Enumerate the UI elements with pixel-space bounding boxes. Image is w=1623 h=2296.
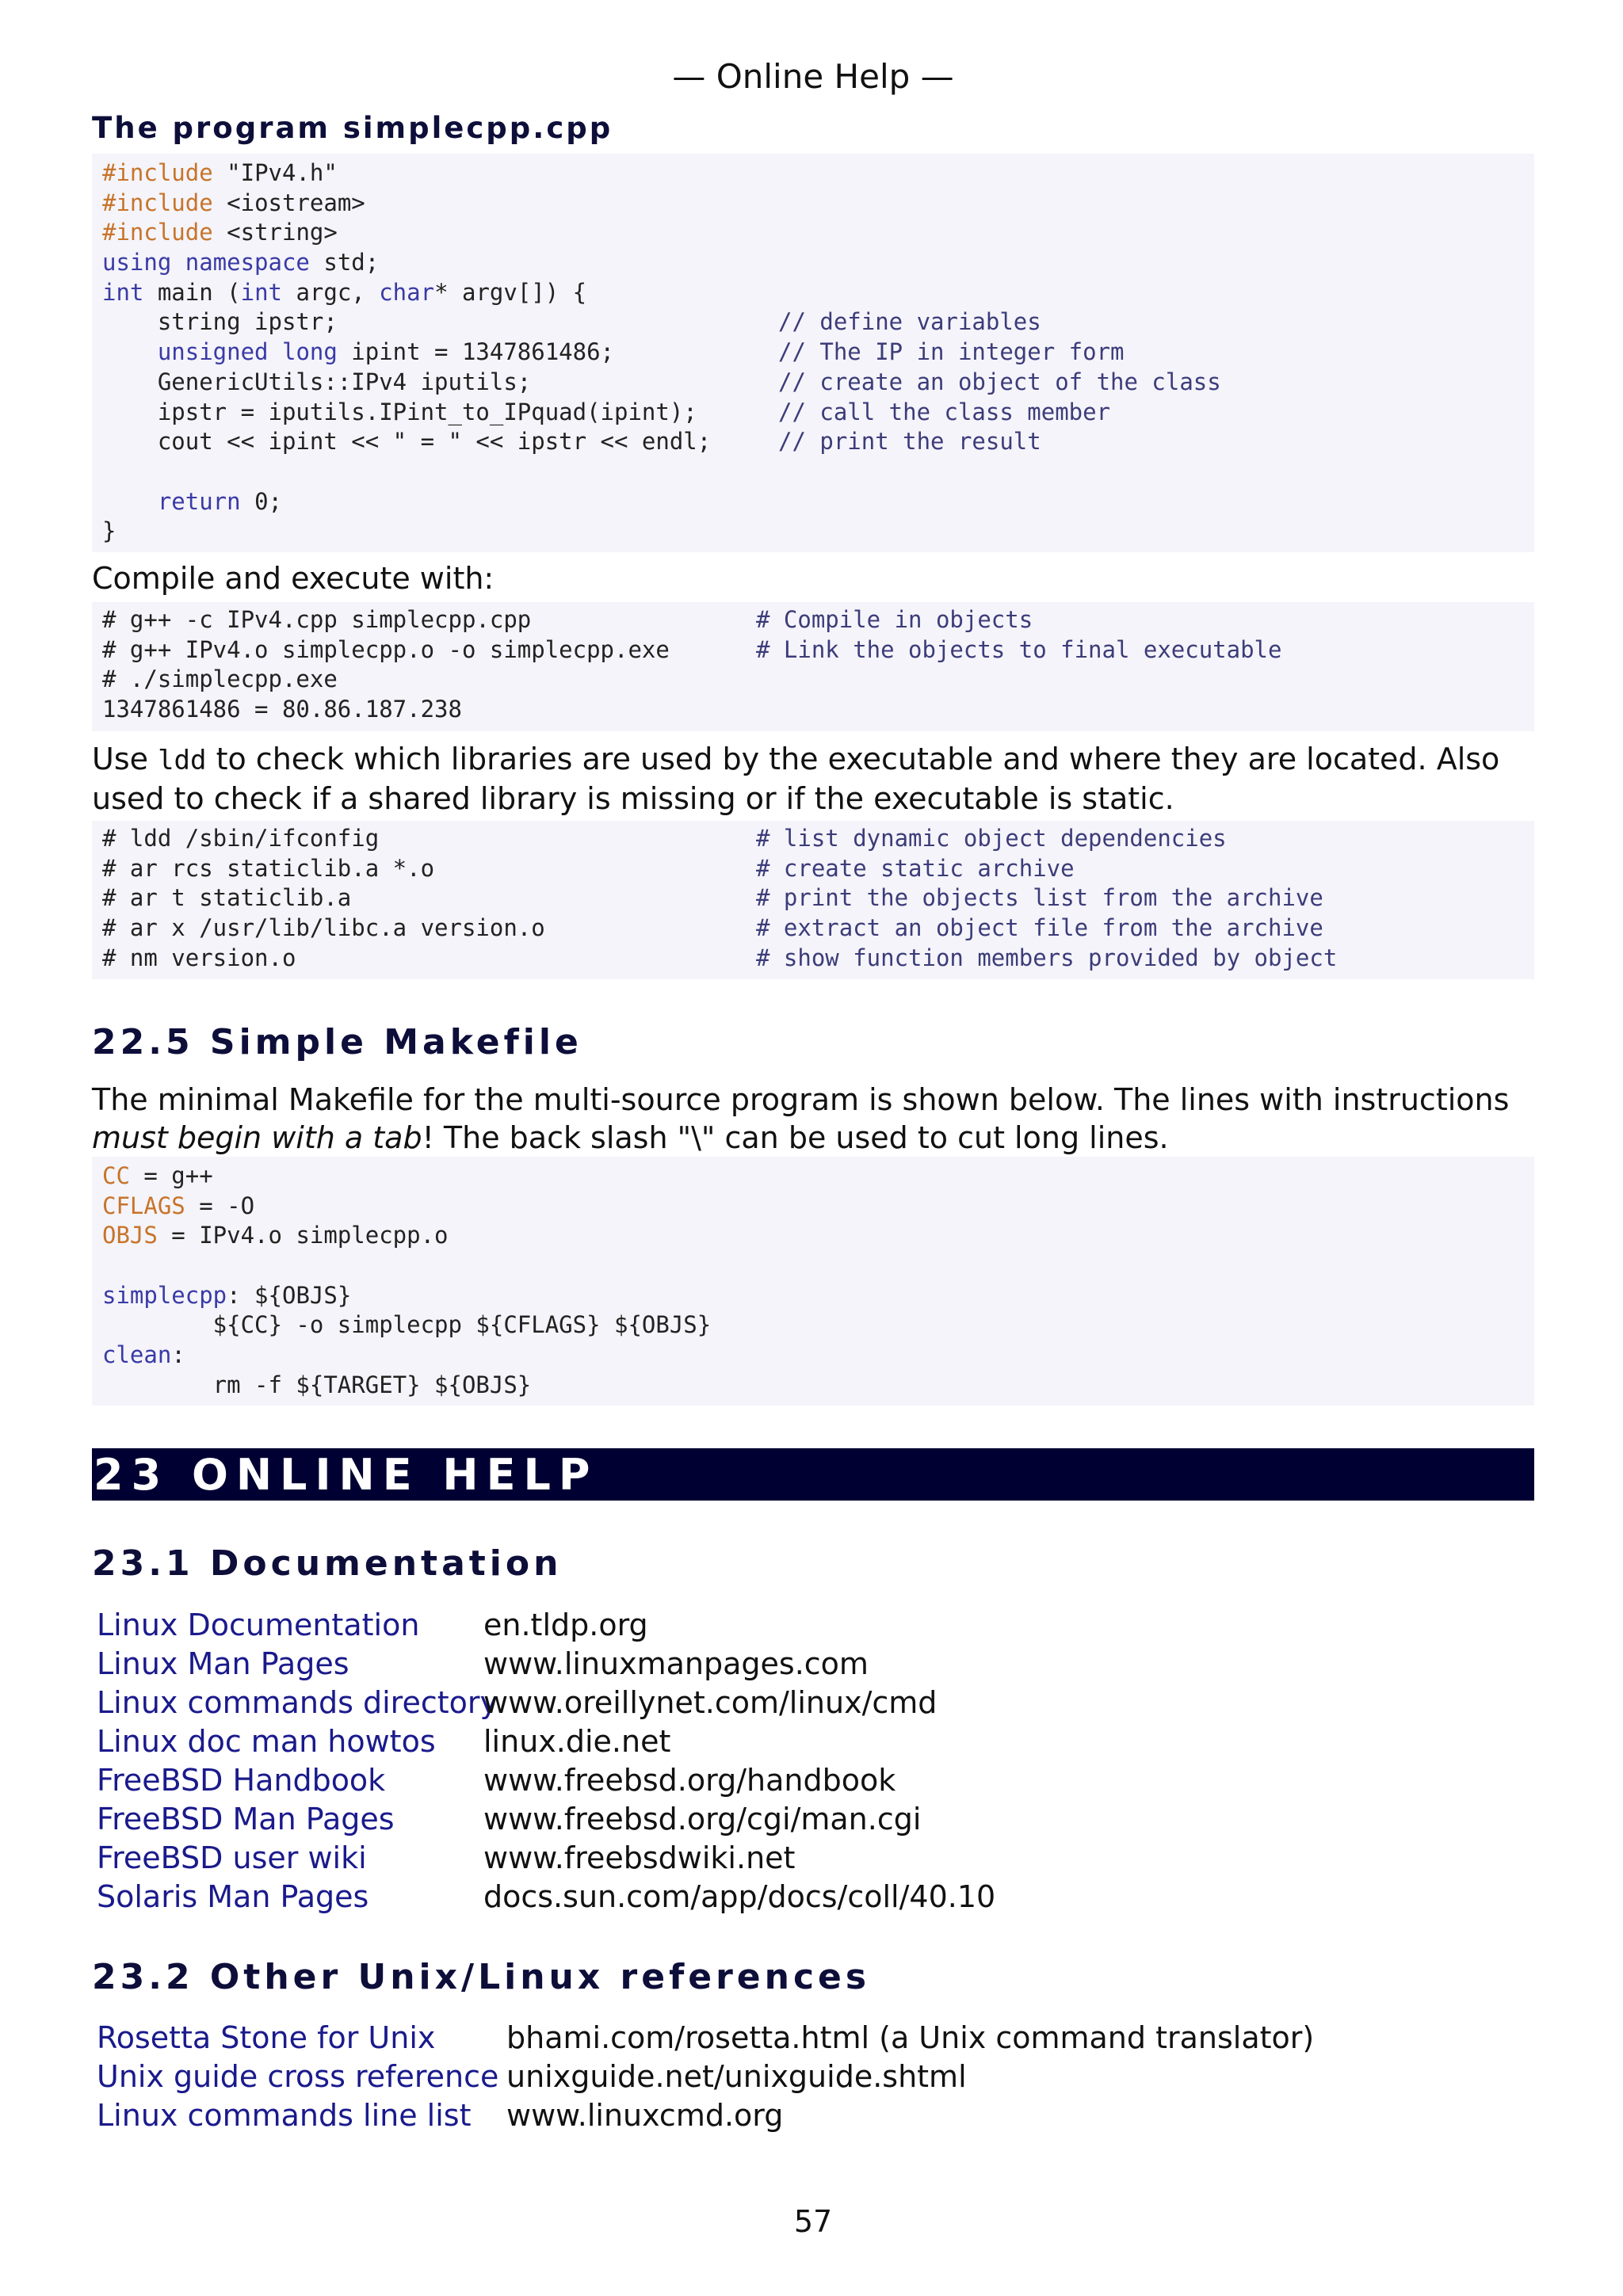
- compile-code-block: [92, 602, 1534, 731]
- code-token: CC: [102, 1162, 130, 1189]
- shell-command: # g++ IPv4.o simplecpp.o -o simplecpp.exe: [102, 635, 670, 663]
- code-comment: // define variables: [778, 308, 1041, 336]
- code-token: int: [240, 278, 282, 306]
- reference-name-link[interactable]: Linux commands line list: [97, 2098, 472, 2133]
- code-line: [102, 338, 1534, 368]
- reference-name-link[interactable]: FreeBSD user wiki: [97, 1840, 367, 1875]
- code-token: #include: [102, 219, 213, 246]
- code-line: [102, 1251, 1534, 1281]
- reference-row: [97, 2096, 1314, 2135]
- code-line: [102, 248, 1534, 278]
- code-line: [102, 1281, 1534, 1311]
- reference-url: linux.die.net: [483, 1724, 671, 1759]
- reference-url: www.freebsdwiki.net: [483, 1840, 796, 1875]
- reference-row: [97, 1761, 995, 1800]
- code-token: unsigned long: [157, 338, 338, 366]
- reference-url: unixguide.net/unixguide.shtml: [506, 2059, 967, 2094]
- code-line: [102, 854, 1534, 884]
- code-statement: [102, 398, 800, 428]
- code-statement: [102, 517, 800, 547]
- reference-url: bhami.com/rosetta.html (a Unix command translator): [506, 2020, 1315, 2055]
- code-line: [102, 218, 1534, 248]
- running-head: — Online Help —: [672, 57, 954, 96]
- code-line: [102, 944, 1534, 974]
- other-refs-heading: 23.2 Other Unix/Linux references: [92, 1957, 871, 1997]
- code-token: int: [102, 278, 144, 306]
- reference-name-link[interactable]: Linux commands directory: [97, 1685, 498, 1720]
- shell-comment: # list dynamic object dependencies: [756, 825, 1227, 852]
- shell-command: # ldd /sbin/ifconfig: [102, 825, 380, 852]
- code-statement: [102, 487, 800, 517]
- shell-command: # ar rcs staticlib.a *.o: [102, 854, 435, 882]
- code-token: [102, 338, 158, 365]
- reference-row: [97, 2019, 1314, 2058]
- chapter-title-bar: [92, 1448, 1534, 1501]
- shell-comment: # extract an object file from the archive: [756, 914, 1323, 942]
- shell-comment: # print the objects list from the archive: [756, 884, 1323, 912]
- code-statement: [102, 248, 800, 278]
- code-line: [102, 635, 1534, 666]
- code-token: simplecpp: [102, 1281, 227, 1309]
- code-token: CFLAGS: [102, 1192, 185, 1219]
- code-token: main (: [143, 278, 241, 306]
- shell-comment: # show function members provided by object: [756, 944, 1338, 971]
- code-token: OBJS: [102, 1222, 158, 1249]
- program-heading: The program simplecpp.cpp: [92, 111, 613, 145]
- code-token: <iostream>: [212, 189, 365, 216]
- other-refs-table: [97, 2019, 1314, 2135]
- code-comment: // create an object of the class: [778, 368, 1221, 395]
- reference-name-link[interactable]: Solaris Man Pages: [97, 1879, 369, 1914]
- code-token: rm -f ${TARGET} ${OBJS}: [102, 1371, 532, 1398]
- code-statement: [102, 307, 800, 338]
- code-line: [102, 278, 1534, 308]
- code-token: return: [157, 487, 241, 515]
- reference-row: [97, 1839, 995, 1878]
- shell-comment: # Compile in objects: [756, 606, 1033, 633]
- code-token: "IPv4.h": [212, 159, 338, 186]
- code-line: [102, 158, 1534, 189]
- shell-command: # nm version.o: [102, 944, 296, 971]
- reference-name-link[interactable]: FreeBSD Handbook: [97, 1763, 386, 1798]
- code-token: = g++: [129, 1162, 213, 1189]
- code-token: ${CC} -o simplecpp ${CFLAGS} ${OBJS}: [102, 1311, 712, 1339]
- ldd-text-after: to check which libraries are used by the executable and where they are located. Also used to check if a shared library is missing or if the executable is static.: [92, 742, 1500, 816]
- code-token: argc,: [282, 278, 380, 306]
- code-line: [102, 427, 1534, 457]
- reference-url: www.freebsd.org/handbook: [483, 1763, 896, 1798]
- reference-url: www.oreillynet.com/linux/cmd: [483, 1685, 938, 1720]
- makefile-heading: 22.5 Simple Makefile: [92, 1022, 582, 1062]
- code-token: std;: [309, 249, 380, 277]
- ldd-text-before: Use: [92, 742, 158, 776]
- code-line: [102, 605, 1534, 635]
- code-token: clean: [102, 1341, 172, 1369]
- code-line: [102, 457, 1534, 487]
- code-line: [102, 368, 1534, 398]
- code-token: ipint = 1347861486;: [337, 338, 615, 366]
- code-comment: // call the class member: [778, 398, 1111, 425]
- compile-intro: Compile and execute with:: [92, 561, 495, 596]
- code-token: :: [171, 1341, 185, 1369]
- ldd-code-block: [92, 821, 1534, 979]
- shell-comment: # Link the objects to final executable: [756, 635, 1282, 663]
- code-line: [102, 307, 1534, 338]
- code-token: using namespace: [102, 249, 310, 277]
- reference-row: [97, 1606, 995, 1645]
- shell-comment: # create static archive: [756, 854, 1075, 882]
- code-comment: // The IP in integer form: [778, 338, 1125, 366]
- reference-row: [97, 1645, 995, 1684]
- shell-command: # ./simplecpp.exe: [102, 666, 338, 693]
- code-token: string ipstr;: [102, 308, 338, 336]
- makefile-text-b: ! The back slash "\" can be used to cut long lines.: [422, 1120, 1169, 1155]
- code-statement: [102, 427, 800, 457]
- documentation-table: [97, 1606, 995, 1917]
- code-statement: [102, 189, 800, 219]
- makefile-code-block: [92, 1157, 1534, 1405]
- code-line: [102, 1221, 1534, 1251]
- reference-url: www.linuxmanpages.com: [483, 1646, 869, 1681]
- documentation-heading: 23.1 Documentation: [92, 1543, 563, 1584]
- makefile-paragraph: [92, 1081, 1534, 1157]
- page-number: 57: [793, 2204, 833, 2239]
- reference-name-link[interactable]: Linux Documentation: [97, 1608, 420, 1642]
- code-token: * argv[]) {: [434, 278, 587, 306]
- reference-row: [97, 1722, 995, 1761]
- code-token: ipstr = iputils.IPint_to_IPquad(ipint);: [102, 398, 697, 425]
- code-token: 0;: [240, 487, 282, 515]
- code-token: }: [102, 517, 116, 545]
- code-line: [102, 1310, 1534, 1341]
- code-line: [102, 883, 1534, 913]
- code-token: cout << ipint << " = " << ipstr << endl;: [102, 428, 712, 456]
- reference-name-link[interactable]: Linux Man Pages: [97, 1646, 349, 1681]
- reference-row: [97, 2058, 1314, 2096]
- makefile-text-a: The minimal Makefile for the multi-source program is shown below. The lines with instructions: [92, 1082, 1510, 1117]
- code-line: [102, 398, 1534, 428]
- code-token: : ${OBJS}: [227, 1281, 352, 1309]
- code-line: [102, 824, 1534, 854]
- code-line: [102, 1161, 1534, 1192]
- reference-name-link[interactable]: Linux doc man howtos: [97, 1724, 436, 1759]
- chapter-title: 23 ONLINE HELP: [94, 1450, 598, 1500]
- code-token: #include: [102, 159, 213, 186]
- code-token: #include: [102, 189, 213, 216]
- reference-url: www.freebsd.org/cgi/man.cgi: [483, 1802, 922, 1836]
- code-line: [102, 665, 1534, 695]
- code-token: char: [379, 278, 435, 306]
- shell-command: # g++ -c IPv4.cpp simplecpp.cpp: [102, 606, 532, 633]
- code-line: [102, 1192, 1534, 1222]
- shell-command: # ar t staticlib.a: [102, 884, 352, 912]
- code-statement: [102, 218, 800, 248]
- reference-row: [97, 1878, 995, 1917]
- ldd-code-word: ldd: [158, 745, 207, 776]
- code-token: GenericUtils::IPv4 iputils;: [102, 368, 532, 395]
- code-line: [102, 517, 1534, 547]
- code-statement: [102, 368, 800, 398]
- code-statement: [102, 338, 800, 368]
- code-line: [102, 913, 1534, 944]
- code-line: [102, 1371, 1534, 1401]
- reference-url: docs.sun.com/app/docs/coll/40.10: [483, 1879, 996, 1914]
- code-line: [102, 695, 1534, 725]
- reference-name-link[interactable]: Unix guide cross reference: [97, 2059, 499, 2094]
- reference-row: [97, 1800, 995, 1839]
- program-code-block: [92, 154, 1534, 552]
- code-statement: [102, 158, 800, 189]
- reference-row: [97, 1684, 995, 1722]
- code-line: [102, 189, 1534, 219]
- code-token: = -O: [185, 1192, 255, 1219]
- reference-url: www.linuxcmd.org: [506, 2098, 784, 2133]
- ldd-paragraph: [92, 740, 1534, 818]
- reference-name-link[interactable]: Rosetta Stone for Unix: [97, 2020, 436, 2055]
- makefile-text-emphasis: must begin with a tab: [92, 1120, 422, 1155]
- shell-command: 1347861486 = 80.86.187.238: [102, 696, 462, 723]
- code-token: = IPv4.o simplecpp.o: [157, 1222, 449, 1249]
- reference-url: en.tldp.org: [483, 1608, 648, 1642]
- shell-command: # ar x /usr/lib/libc.a version.o: [102, 914, 545, 942]
- code-comment: // print the result: [778, 428, 1041, 456]
- code-statement: [102, 278, 800, 308]
- reference-name-link[interactable]: FreeBSD Man Pages: [97, 1802, 395, 1836]
- code-line: [102, 487, 1534, 517]
- code-token: [102, 488, 158, 515]
- code-token: <string>: [212, 219, 338, 246]
- code-line: [102, 1341, 1534, 1371]
